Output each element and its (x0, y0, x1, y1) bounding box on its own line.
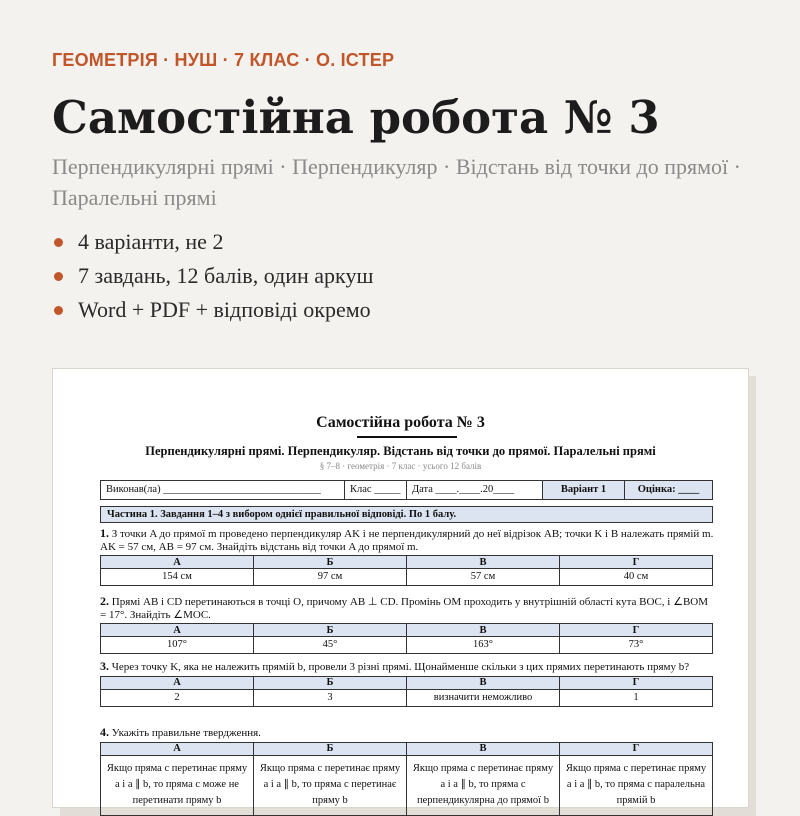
title-underline (357, 436, 457, 438)
option-letter: А (101, 624, 254, 637)
answer-option: Якщо пряма c перетинає пряму a і a ∥ b, то пряма c перетинає пряму b (254, 755, 407, 815)
bullet-dot-icon (54, 272, 63, 281)
task-text: Укажіть правильне твердження. (111, 727, 261, 739)
feature-item (52, 293, 752, 327)
date-field: Дата ____.____.20____ (407, 481, 543, 499)
feature-item (52, 259, 752, 293)
option-letter: Б (254, 742, 407, 755)
task-number: 2. (100, 594, 109, 608)
option-letter: А (101, 676, 254, 689)
task-text: Через точку K, яка не належить прямій b, провели 3 різні прямі. Щонайменше скільки з цих прямих перетинають пряму b? (111, 661, 690, 673)
task-4 (100, 726, 714, 816)
option-letter: Б (254, 624, 407, 637)
answer-option: 107° (101, 637, 254, 654)
variant-label: Варіант 1 (543, 481, 625, 499)
feature-list (52, 225, 752, 327)
page-subtitle: Перпендикулярні прямі · Перпендикуляр · Відстань від точки до прямої · Паралельні прямі (52, 154, 741, 210)
answer-option: 1 (560, 689, 713, 706)
option-letter: А (101, 742, 254, 755)
course-kicker: ГЕОМЕТРІЯ · НУШ · 7 КЛАС · О. ІСТЕР (52, 50, 395, 70)
bullet-dot-icon (54, 306, 63, 315)
option-letter: Г (560, 556, 713, 569)
task-number: 4. (100, 725, 109, 739)
option-letter: Г (560, 742, 713, 755)
feature-text: 7 завдань, 12 балів, один аркуш (78, 263, 374, 288)
task-number: 3. (100, 659, 109, 673)
feature-item (52, 225, 752, 259)
task-question (100, 726, 714, 740)
answer-table (100, 742, 713, 816)
option-letter: В (407, 742, 560, 755)
task-2 (100, 595, 714, 654)
task-question (100, 527, 714, 553)
task-question (100, 595, 714, 621)
answer-option: 73° (560, 637, 713, 654)
answer-option: 2 (101, 689, 254, 706)
answer-option: Якщо пряма c перетинає пряму a і a ∥ b, то пряма c паралельна прямій b (560, 755, 713, 815)
sheet-title: Самостійна робота № 3 (316, 414, 485, 431)
answer-option: 3 (254, 689, 407, 706)
sheet-subtitle: Перпендикулярні прямі. Перпендикуляр. Відстань від точки до прямої. Паралельні прямі (145, 444, 656, 458)
answer-option: 154 см (101, 569, 254, 586)
sheet-meta: § 7–8 · геометрія · 7 клас · усього 12 балів (319, 461, 482, 471)
answer-table (100, 623, 713, 654)
part-1-header: Частина 1. Завдання 1–4 з вибором однієї правильної відповіді. По 1 балу. (100, 506, 713, 523)
class-field: Клас _____ (345, 481, 407, 499)
name-field: Виконав(ла) ______________________________ (101, 481, 345, 499)
answer-option: Якщо пряма c перетинає пряму a і a ∥ b, то пряма c перпендикулярна до прямої b (407, 755, 560, 815)
option-letter: В (407, 676, 560, 689)
answer-table (100, 676, 713, 707)
worksheet-preview (52, 368, 749, 808)
option-letter: В (407, 624, 560, 637)
task-question (100, 660, 714, 674)
student-info-row (100, 480, 713, 500)
answer-option: 57 см (407, 569, 560, 586)
option-letter: Г (560, 624, 713, 637)
answer-table (100, 555, 713, 586)
answer-option: 97 см (254, 569, 407, 586)
answer-option: Якщо пряма c перетинає пряму a і a ∥ b, то пряма c може не перетинати пряму b (101, 755, 254, 815)
score-field: Оцінка: ____ (625, 481, 712, 499)
task-text: З точки A до прямої m проведено перпендикуляр AK і не перпендикулярний до неї відрізок AB; точки K і B належать прямій m. AK = 57 см, AB = 97 см. Знайдіть відстань від точки A до прямої m. (100, 528, 714, 553)
bullet-dot-icon (54, 238, 63, 247)
feature-text: Word + PDF + відповіді окремо (78, 297, 371, 322)
option-letter: Б (254, 676, 407, 689)
answer-option: 163° (407, 637, 560, 654)
hero (52, 50, 752, 327)
option-letter: Г (560, 676, 713, 689)
option-letter: А (101, 556, 254, 569)
option-letter: В (407, 556, 560, 569)
task-3 (100, 660, 714, 707)
task-text: Прямі AB і CD перетинаються в точці O, причому AB ⊥ CD. Промінь OM проходить у внутрішній області кута BOC, і ∠BOM = 17°. Знайдіть ∠MOC. (100, 596, 709, 621)
page-title: Самостійна робота № 3 (52, 91, 660, 144)
task-number: 1. (100, 526, 109, 540)
answer-option: 40 см (560, 569, 713, 586)
answer-option: визначити неможливо (407, 689, 560, 706)
task-1 (100, 527, 714, 586)
answer-option: 45° (254, 637, 407, 654)
option-letter: Б (254, 556, 407, 569)
feature-text: 4 варіанти, не 2 (78, 229, 224, 254)
